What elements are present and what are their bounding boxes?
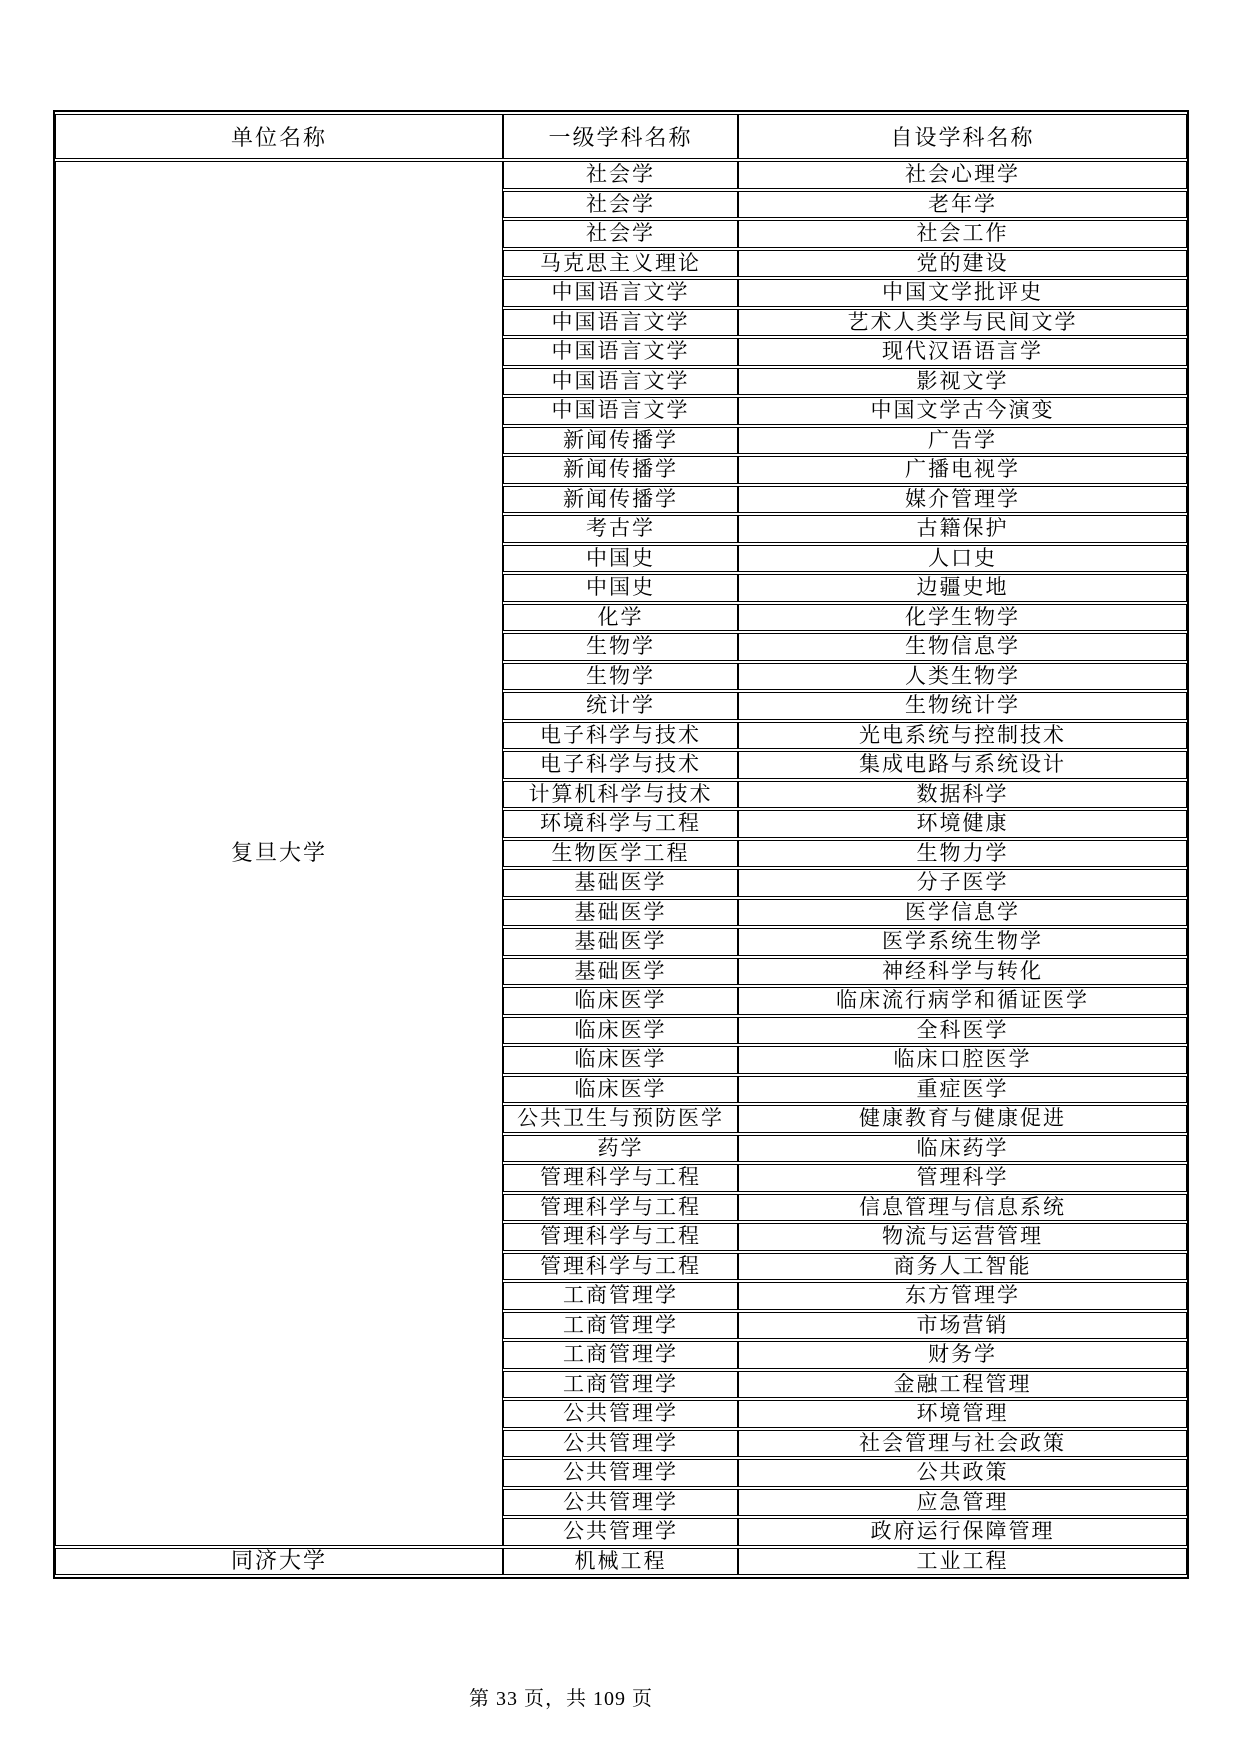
primary-discipline-cell: 基础医学 xyxy=(503,958,738,986)
primary-discipline-cell: 中国语言文学 xyxy=(503,397,738,425)
primary-discipline-cell: 电子科学与技术 xyxy=(503,751,738,779)
self-discipline-cell: 临床药学 xyxy=(738,1135,1187,1163)
primary-discipline-cell: 管理科学与工程 xyxy=(503,1253,738,1281)
self-discipline-cell: 环境管理 xyxy=(738,1400,1187,1428)
primary-discipline-cell: 统计学 xyxy=(503,692,738,720)
self-discipline-cell: 人口史 xyxy=(738,545,1187,573)
self-discipline-cell: 化学生物学 xyxy=(738,604,1187,632)
self-discipline-cell: 广告学 xyxy=(738,427,1187,455)
self-discipline-cell: 光电系统与控制技术 xyxy=(738,722,1187,750)
primary-discipline-cell: 临床医学 xyxy=(503,1017,738,1045)
self-discipline-cell: 管理科学 xyxy=(738,1164,1187,1192)
self-discipline-cell: 全科医学 xyxy=(738,1017,1187,1045)
primary-discipline-cell: 基础医学 xyxy=(503,928,738,956)
primary-discipline-cell: 中国语言文学 xyxy=(503,368,738,396)
primary-discipline-cell: 社会学 xyxy=(503,220,738,248)
primary-discipline-cell: 社会学 xyxy=(503,191,738,219)
self-discipline-cell: 边疆史地 xyxy=(738,574,1187,602)
primary-discipline-cell: 机械工程 xyxy=(503,1548,738,1576)
self-discipline-cell: 公共政策 xyxy=(738,1459,1187,1487)
primary-discipline-cell: 考古学 xyxy=(503,515,738,543)
primary-discipline-cell: 基础医学 xyxy=(503,899,738,927)
self-discipline-cell: 社会管理与社会政策 xyxy=(738,1430,1187,1458)
primary-discipline-cell: 公共管理学 xyxy=(503,1518,738,1546)
primary-discipline-cell: 工商管理学 xyxy=(503,1371,738,1399)
self-discipline-cell: 社会工作 xyxy=(738,220,1187,248)
primary-discipline-cell: 电子科学与技术 xyxy=(503,722,738,750)
primary-discipline-cell: 中国语言文学 xyxy=(503,338,738,366)
self-discipline-cell: 商务人工智能 xyxy=(738,1253,1187,1281)
table-body xyxy=(55,161,1187,1575)
self-discipline-cell: 政府运行保障管理 xyxy=(738,1518,1187,1546)
self-discipline-cell: 人类生物学 xyxy=(738,663,1187,691)
primary-discipline-cell: 社会学 xyxy=(503,161,738,189)
col-header-unit-name: 单位名称 xyxy=(55,114,503,159)
self-discipline-cell: 媒介管理学 xyxy=(738,486,1187,514)
primary-discipline-cell: 公共卫生与预防医学 xyxy=(503,1105,738,1133)
primary-discipline-cell: 新闻传播学 xyxy=(503,486,738,514)
self-discipline-cell: 党的建设 xyxy=(738,250,1187,278)
primary-discipline-cell: 公共管理学 xyxy=(503,1489,738,1517)
self-discipline-cell: 现代汉语语言学 xyxy=(738,338,1187,366)
self-discipline-cell: 财务学 xyxy=(738,1341,1187,1369)
self-discipline-cell: 老年学 xyxy=(738,191,1187,219)
self-discipline-cell: 环境健康 xyxy=(738,810,1187,838)
unit-cell: 同济大学 xyxy=(55,1548,503,1576)
disciplines-table xyxy=(53,110,1189,1579)
self-discipline-cell: 临床流行病学和循证医学 xyxy=(738,987,1187,1015)
self-discipline-cell: 生物信息学 xyxy=(738,633,1187,661)
primary-discipline-cell: 管理科学与工程 xyxy=(503,1194,738,1222)
primary-discipline-cell: 生物学 xyxy=(503,663,738,691)
primary-discipline-cell: 临床医学 xyxy=(503,987,738,1015)
primary-discipline-cell: 计算机科学与技术 xyxy=(503,781,738,809)
self-discipline-cell: 艺术人类学与民间文学 xyxy=(738,309,1187,337)
primary-discipline-cell: 中国语言文学 xyxy=(503,309,738,337)
self-discipline-cell: 临床口腔医学 xyxy=(738,1046,1187,1074)
self-discipline-cell: 神经科学与转化 xyxy=(738,958,1187,986)
primary-discipline-cell: 中国语言文学 xyxy=(503,279,738,307)
primary-discipline-cell: 中国史 xyxy=(503,574,738,602)
self-discipline-cell: 物流与运营管理 xyxy=(738,1223,1187,1251)
self-discipline-cell: 健康教育与健康促进 xyxy=(738,1105,1187,1133)
col-header-self-discipline: 自设学科名称 xyxy=(738,114,1187,159)
self-discipline-cell: 工业工程 xyxy=(738,1548,1187,1576)
primary-discipline-cell: 管理科学与工程 xyxy=(503,1223,738,1251)
primary-discipline-cell: 公共管理学 xyxy=(503,1400,738,1428)
self-discipline-cell: 分子医学 xyxy=(738,869,1187,897)
primary-discipline-cell: 新闻传播学 xyxy=(503,427,738,455)
self-discipline-cell: 社会心理学 xyxy=(738,161,1187,189)
primary-discipline-cell: 环境科学与工程 xyxy=(503,810,738,838)
self-discipline-cell: 中国文学古今演变 xyxy=(738,397,1187,425)
primary-discipline-cell: 马克思主义理论 xyxy=(503,250,738,278)
header-row xyxy=(55,114,1187,159)
page-footer: 第 33 页，共 109 页 xyxy=(469,1688,653,1710)
primary-discipline-cell: 管理科学与工程 xyxy=(503,1164,738,1192)
primary-discipline-cell: 工商管理学 xyxy=(503,1312,738,1340)
self-discipline-cell: 市场营销 xyxy=(738,1312,1187,1340)
primary-discipline-cell: 中国史 xyxy=(503,545,738,573)
primary-discipline-cell: 新闻传播学 xyxy=(503,456,738,484)
self-discipline-cell: 东方管理学 xyxy=(738,1282,1187,1310)
self-discipline-cell: 数据科学 xyxy=(738,781,1187,809)
primary-discipline-cell: 生物学 xyxy=(503,633,738,661)
self-discipline-cell: 重症医学 xyxy=(738,1076,1187,1104)
self-discipline-cell: 广播电视学 xyxy=(738,456,1187,484)
col-header-primary-discipline: 一级学科名称 xyxy=(503,114,738,159)
primary-discipline-cell: 工商管理学 xyxy=(503,1282,738,1310)
primary-discipline-cell: 化学 xyxy=(503,604,738,632)
self-discipline-cell: 影视文学 xyxy=(738,368,1187,396)
table-row xyxy=(55,1548,1187,1576)
primary-discipline-cell: 公共管理学 xyxy=(503,1430,738,1458)
unit-cell: 复旦大学 xyxy=(55,161,503,1546)
primary-discipline-cell: 生物医学工程 xyxy=(503,840,738,868)
primary-discipline-cell: 药学 xyxy=(503,1135,738,1163)
self-discipline-cell: 中国文学批评史 xyxy=(738,279,1187,307)
primary-discipline-cell: 工商管理学 xyxy=(503,1341,738,1369)
primary-discipline-cell: 临床医学 xyxy=(503,1046,738,1074)
self-discipline-cell: 生物力学 xyxy=(738,840,1187,868)
self-discipline-cell: 金融工程管理 xyxy=(738,1371,1187,1399)
table-row xyxy=(55,161,1187,189)
primary-discipline-cell: 公共管理学 xyxy=(503,1459,738,1487)
primary-discipline-cell: 基础医学 xyxy=(503,869,738,897)
self-discipline-cell: 医学系统生物学 xyxy=(738,928,1187,956)
primary-discipline-cell: 临床医学 xyxy=(503,1076,738,1104)
self-discipline-cell: 应急管理 xyxy=(738,1489,1187,1517)
self-discipline-cell: 古籍保护 xyxy=(738,515,1187,543)
self-discipline-cell: 医学信息学 xyxy=(738,899,1187,927)
self-discipline-cell: 集成电路与系统设计 xyxy=(738,751,1187,779)
self-discipline-cell: 信息管理与信息系统 xyxy=(738,1194,1187,1222)
self-discipline-cell: 生物统计学 xyxy=(738,692,1187,720)
